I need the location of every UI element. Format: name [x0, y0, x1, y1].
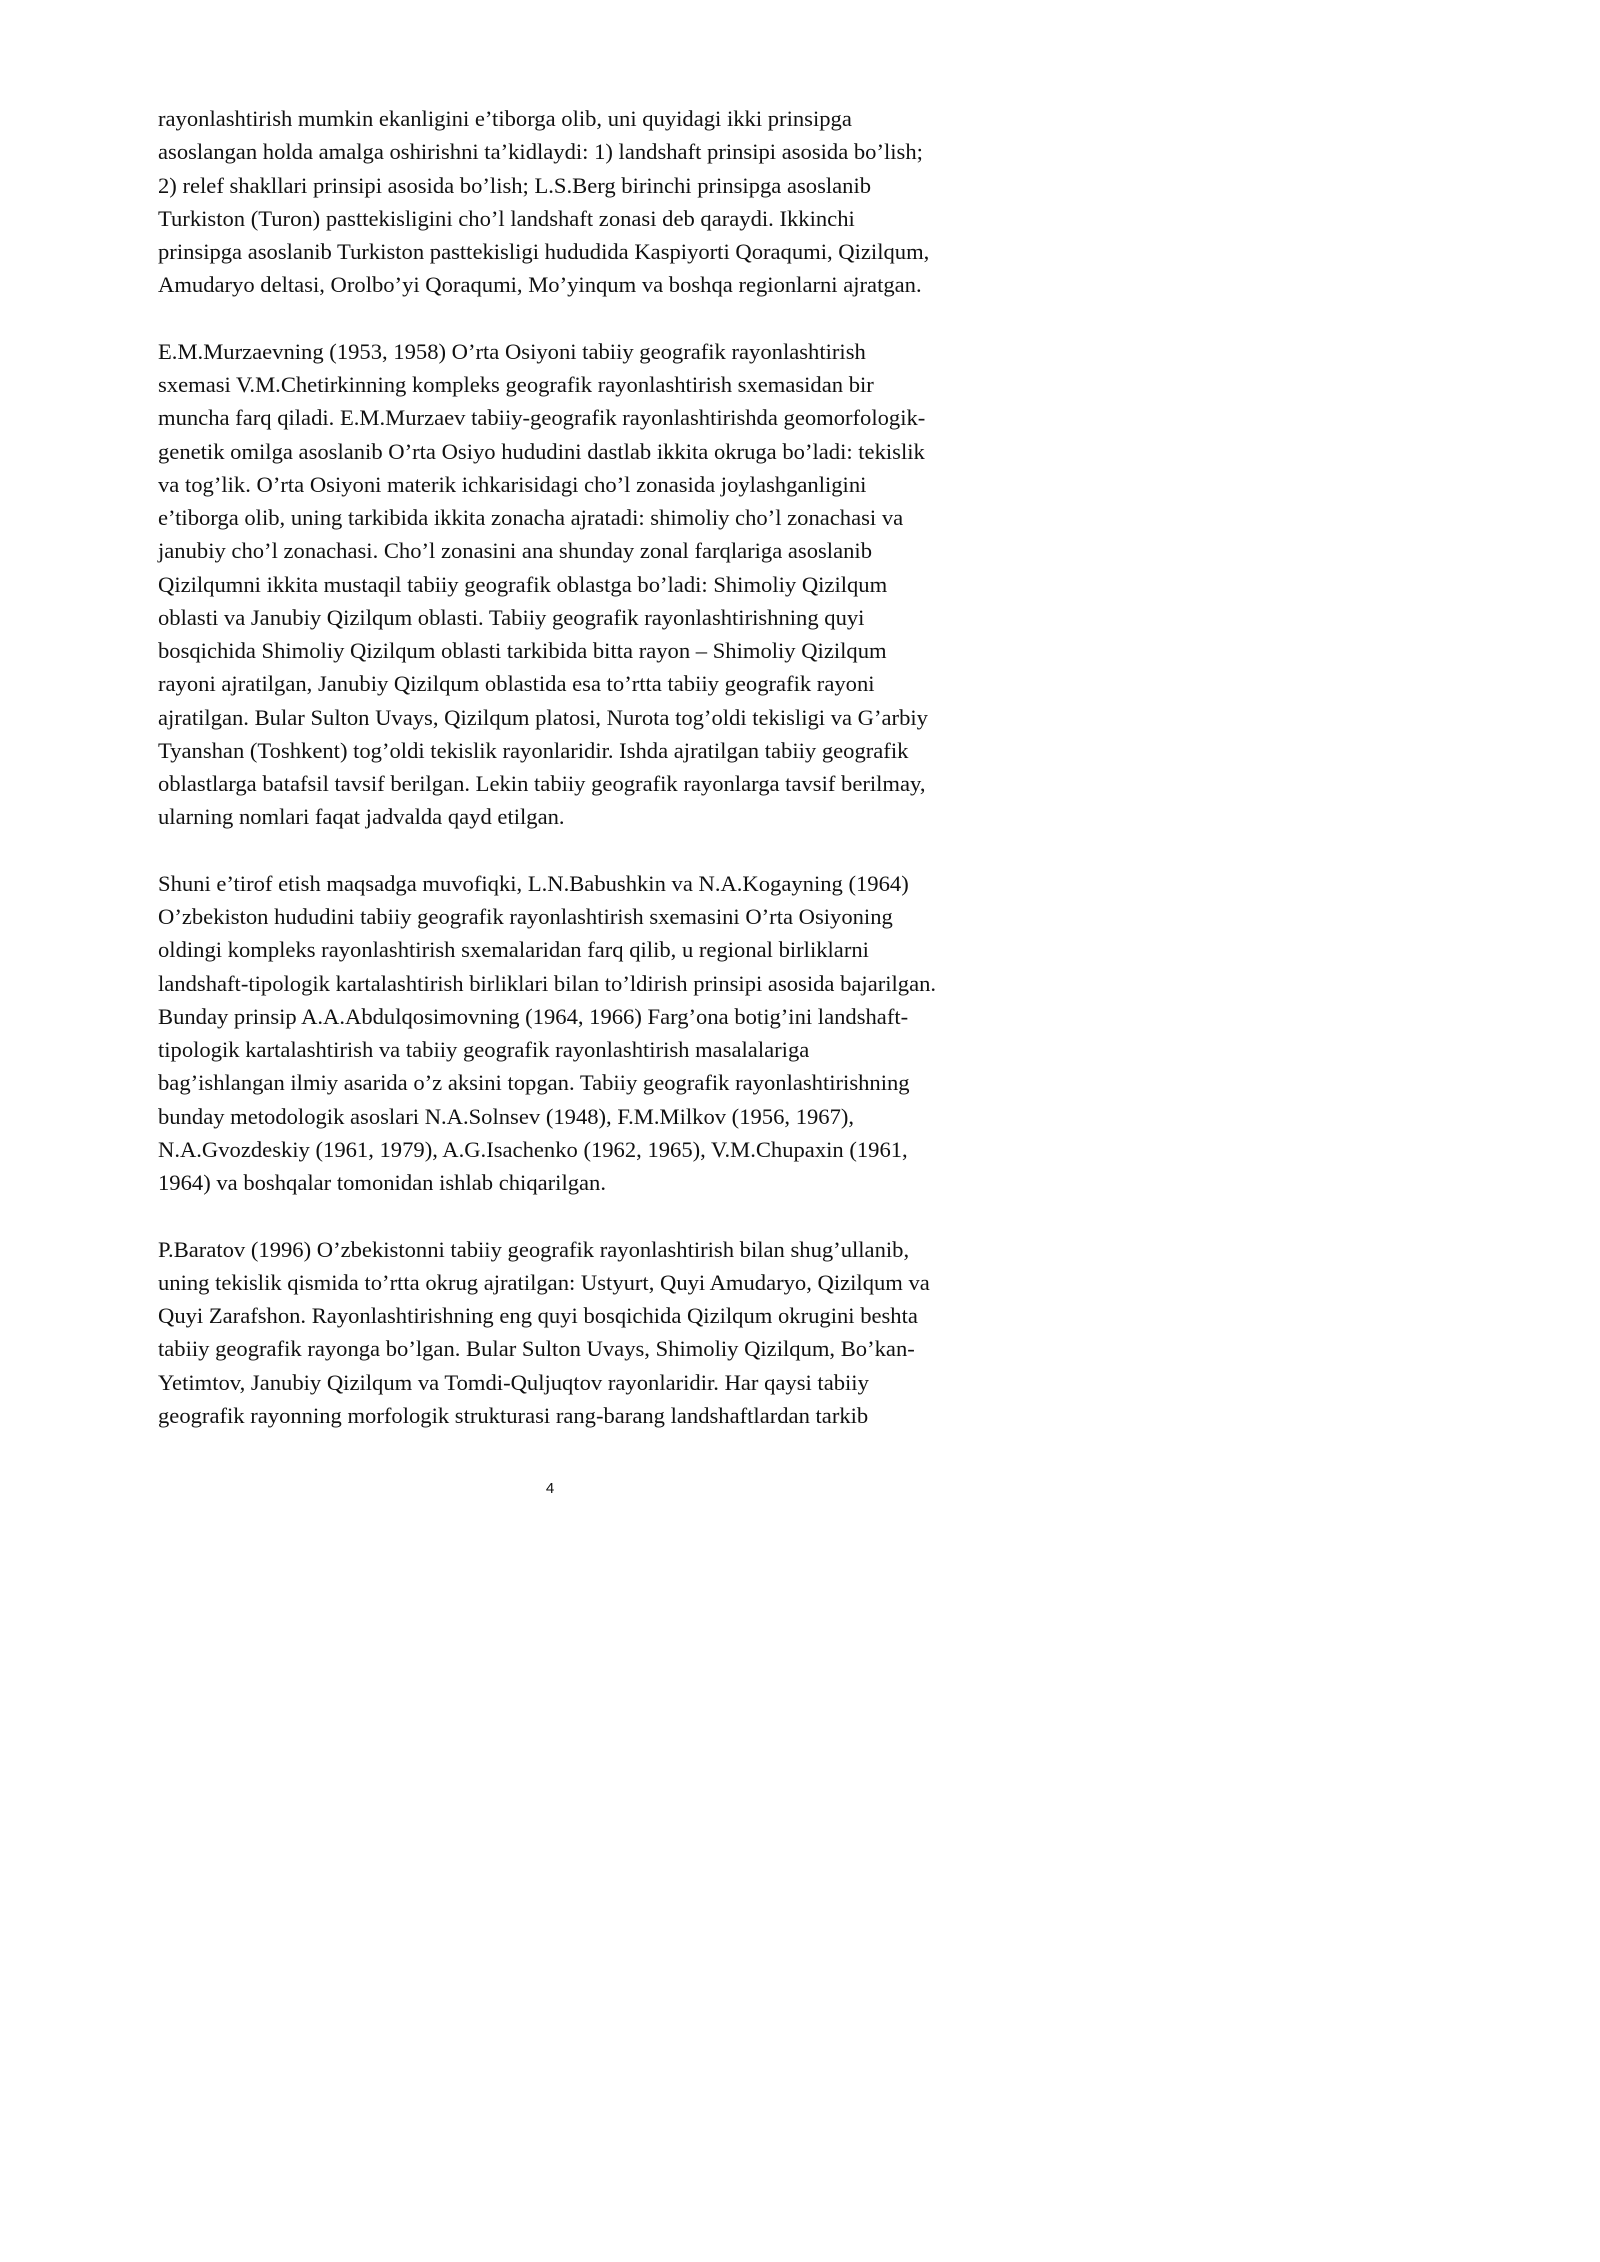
text-line: tabiiy geografik rayonga bo’lgan. Bular Sulton Uvays, Shimoliy Qizilqum, Bo’kan-	[158, 1336, 915, 1362]
text-line: oblasti va Janubiy Qizilqum oblasti. Tabiiy geografik rayonlashtirishning quyi	[158, 604, 865, 630]
text-line: Shuni e’tirof etish maqsadga muvofiqki, L.N.Babushkin va N.A.Kogayning (1964)	[158, 870, 909, 896]
text-line: va tog’lik. O’rta Osiyoni materik ichkarisidagi cho’l zonasida joylashganligini	[158, 471, 867, 497]
paragraph-spacing	[158, 1199, 1028, 1232]
text-line: Tyanshan (Toshkent) tog’oldi tekislik rayonlaridir. Ishda ajratilgan tabiiy geografik	[158, 737, 909, 763]
text-line: Amudaryo deltasi, Orolbo’yi Qoraqumi, Mo’yinqum va boshqa regionlarni ajratgan.	[158, 272, 922, 298]
text-line: bag’ishlangan ilmiy asarida o’z aksini topgan. Tabiiy geografik rayonlashtirishning	[158, 1070, 910, 1096]
page-number: 4	[545, 1480, 555, 1497]
text-line: landshaft-tipologik kartalashtirish birliklari bilan to’ldirish prinsipi asosida bajarilgan.	[158, 970, 937, 996]
text-line: muncha farq qiladi. E.M.Murzaev tabiiy-geografik rayonlashtirishda geomorfologik-	[158, 405, 926, 431]
text-line: sxemasi V.M.Chetirkinning kompleks geografik rayonlashtirish sxemasidan bir	[158, 372, 874, 397]
text-line: Qizilqumni ikkita mustaqil tabiiy geografik oblastga bo’ladi: Shimoliy Qizilqum	[158, 571, 888, 597]
text-line: ajratilgan. Bular Sulton Uvays, Qizilqum platosi, Nurota tog’oldi tekisligi va G’arbiy	[158, 704, 928, 730]
paragraph	[158, 102, 1028, 302]
text-line: janubiy cho’l zonachasi. Cho’l zonasini ana shunday zonal farqlariga asoslanib	[158, 538, 872, 564]
text-line: Yetimtov, Janubiy Qizilqum va Tomdi-Quljuqtov rayonlaridir. Har qaysi tabiiy	[158, 1369, 869, 1395]
text-line: rayonlashtirish mumkin ekanligini e’tiborga olib, uni quyidagi ikki prinsipga	[158, 106, 852, 131]
text-line: e’tiborga olib, uning tarkibida ikkita zonacha ajratadi: shimoliy cho’l zonachasi va	[158, 505, 904, 530]
text-line: O’zbekiston hududini tabiiy geografik rayonlashtirish sxemasini O’rta Osiyoning	[158, 904, 893, 929]
text-line: uning tekislik qismida to’rtta okrug ajratilgan: Ustyurt, Quyi Amudaryo, Qizilqum va	[158, 1269, 930, 1295]
document-page	[0, 0, 1100, 1555]
paragraph-spacing	[158, 834, 1028, 867]
text-line: Turkiston (Turon) pasttekisligini cho’l landshaft zonasi deb qaraydi. Ikkinchi	[158, 205, 855, 231]
paragraph-spacing	[158, 302, 1028, 335]
paragraph	[158, 335, 1028, 834]
text-line: E.M.Murzaevning (1953, 1958) O’rta Osiyoni tabiiy geografik rayonlashtirish	[158, 338, 866, 364]
text-line: oldingi kompleks rayonlashtirish sxemalaridan farq qilib, u regional birliklarni	[158, 937, 869, 963]
text-line: Bunday prinsip A.A.Abdulqosimovning (1964, 1966) Farg’ona botig’ini landshaft-	[158, 1003, 909, 1029]
text-line: asoslangan holda amalga oshirishni ta’kidlaydi: 1) landshaft prinsipi asosida bo’lish;	[158, 139, 923, 165]
text-line: bosqichida Shimoliy Qizilqum oblasti tarkibida bitta rayon – Shimoliy Qizilqum	[158, 638, 887, 663]
text-line: geografik rayonning morfologik strukturasi rang-barang landshaftlardan tarkib	[158, 1402, 869, 1428]
text-line: rayoni ajratilgan, Janubiy Qizilqum oblastida esa to’rtta tabiiy geografik rayoni	[158, 671, 875, 697]
text-line: genetik omilga asoslanib O’rta Osiyo hududini dastlab ikkita okruga bo’ladi: tekislik	[158, 438, 925, 464]
text-line: tipologik kartalashtirish va tabiiy geografik rayonlashtirish masalalariga	[158, 1037, 810, 1062]
paragraph	[158, 867, 1028, 1200]
text-line: N.A.Gvozdeskiy (1961, 1979), A.G.Isachenko (1962, 1965), V.M.Chupaxin (1961,	[158, 1136, 908, 1162]
text-line: bunday metodologik asoslari N.A.Solnsev (1948), F.M.Milkov (1956, 1967),	[158, 1103, 855, 1129]
text-line: Quyi Zarafshon. Rayonlashtirishning eng quyi bosqichida Qizilqum okrugini beshta	[158, 1303, 918, 1328]
paragraph	[158, 1233, 1028, 1433]
text-line: P.Baratov (1996) O’zbekistonni tabiiy geografik rayonlashtirish bilan shug’ullanib,	[158, 1236, 910, 1262]
document-body	[158, 102, 1028, 1432]
text-line: 1964) va boshqalar tomonidan ishlab chiqarilgan.	[158, 1170, 607, 1195]
text-line: prinsipga asoslanib Turkiston pasttekisligi hududida Kaspiyorti Qoraqumi, Qizilqum,	[158, 239, 930, 264]
text-line: oblastlarga batafsil tavsif berilgan. Lekin tabiiy geografik rayonlarga tavsif berilmay,	[158, 771, 926, 796]
text-line: 2) relef shakllari prinsipi asosida bo’lish; L.S.Berg birinchi prinsipga asoslanib	[158, 172, 872, 198]
text-line: ularning nomlari faqat jadvalda qayd etilgan.	[158, 804, 565, 830]
